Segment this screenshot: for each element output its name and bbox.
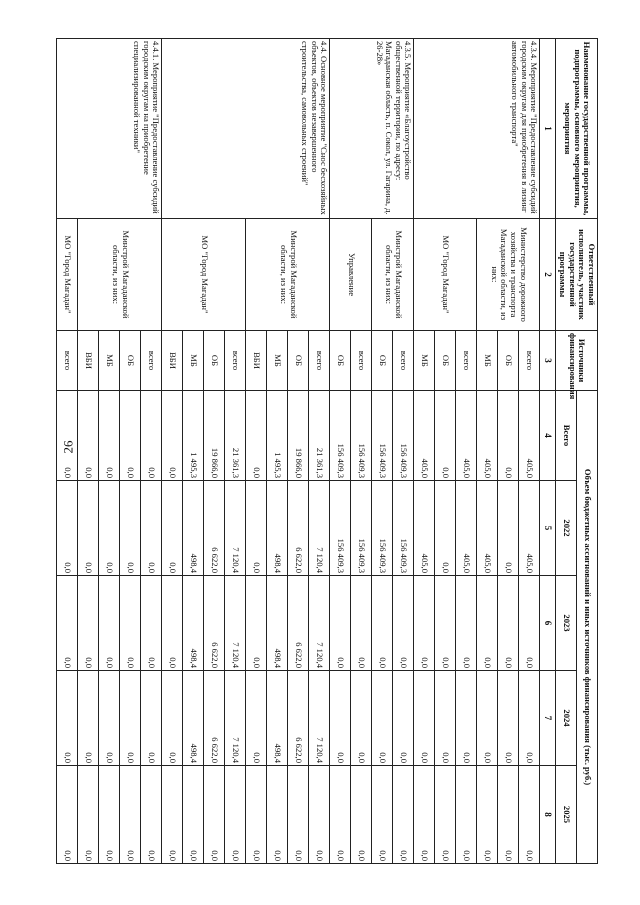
value-year: 0,0 [372, 576, 393, 671]
value-year: 0,0 [99, 576, 120, 671]
value-year: 0,0 [498, 766, 519, 864]
header-year: 2022 [556, 481, 577, 576]
table-row [519, 39, 540, 864]
value-year: 0,0 [120, 766, 141, 864]
value-year: 0,0 [456, 766, 477, 864]
source-cell: ВБИ [162, 331, 183, 391]
value-year: 0,0 [99, 671, 120, 766]
value-year: 0,0 [141, 671, 162, 766]
value-year: 0,0 [162, 576, 183, 671]
value-total: 405,0 [477, 391, 498, 481]
source-cell: ОБ [204, 331, 225, 391]
value-year: 0,0 [477, 576, 498, 671]
value-total: 0,0 [498, 391, 519, 481]
value-year: 498,4 [267, 576, 288, 671]
column-number: 5 [540, 481, 556, 576]
source-cell: всего [519, 331, 540, 391]
source-cell: всего [57, 331, 78, 391]
value-year: 7 120,4 [309, 576, 330, 671]
value-year: 405,0 [456, 481, 477, 576]
executor-cell: Министерство дорожного хозяйства и транспорта Магаданской области, из них: [477, 219, 540, 331]
value-year: 0,0 [57, 481, 78, 576]
source-cell: МБ [267, 331, 288, 391]
value-year: 0,0 [477, 766, 498, 864]
value-year: 156 409,3 [372, 481, 393, 576]
value-year: 7 120,4 [225, 671, 246, 766]
executor-cell: Минстрой Магаданской области, из них: [78, 219, 162, 331]
header-year: 2025 [556, 766, 577, 864]
source-cell: МБ [414, 331, 435, 391]
value-year: 0,0 [498, 671, 519, 766]
value-year: 498,4 [267, 671, 288, 766]
value-year: 6 622,0 [288, 576, 309, 671]
value-year: 0,0 [267, 766, 288, 864]
source-cell: ОБ [288, 331, 309, 391]
value-year: 0,0 [351, 576, 372, 671]
header-source: Источники финансирования [556, 331, 598, 391]
source-cell: ОБ [330, 331, 351, 391]
header-year: 2024 [556, 671, 577, 766]
value-year: 0,0 [456, 671, 477, 766]
value-year: 156 409,3 [330, 481, 351, 576]
header-year: 2023 [556, 576, 577, 671]
source-cell: всего [351, 331, 372, 391]
column-number: 4 [540, 391, 556, 481]
value-total: 405,0 [456, 391, 477, 481]
source-cell: всего [456, 331, 477, 391]
funding-table [57, 38, 599, 864]
value-year: 0,0 [393, 576, 414, 671]
value-year: 0,0 [204, 766, 225, 864]
table-body [57, 39, 540, 864]
column-number: 2 [540, 219, 556, 331]
value-total: 19 866,0 [204, 391, 225, 481]
source-cell: ОБ [498, 331, 519, 391]
value-total: 156 409,3 [330, 391, 351, 481]
value-year: 0,0 [141, 766, 162, 864]
value-total: 21 361,3 [225, 391, 246, 481]
source-cell: всего [225, 331, 246, 391]
value-year: 0,0 [246, 576, 267, 671]
value-year: 6 622,0 [288, 481, 309, 576]
value-year: 0,0 [498, 481, 519, 576]
value-total: 156 409,3 [393, 391, 414, 481]
value-year: 156 409,3 [393, 481, 414, 576]
value-year: 0,0 [120, 576, 141, 671]
value-total: 0,0 [57, 391, 78, 481]
value-year: 7 120,4 [225, 576, 246, 671]
value-year: 0,0 [435, 481, 456, 576]
value-year: 0,0 [330, 671, 351, 766]
source-cell: МБ [99, 331, 120, 391]
value-year: 498,4 [183, 576, 204, 671]
value-year: 0,0 [141, 576, 162, 671]
rotated-table-container [63, 38, 598, 863]
page-number: 26 [60, 440, 76, 454]
source-cell: ВБИ [78, 331, 99, 391]
value-year: 0,0 [78, 481, 99, 576]
executor-cell: МО "Город Магадан" [162, 219, 246, 331]
executor-cell: Минстрой Магаданской области, из них: [246, 219, 330, 331]
value-year: 0,0 [246, 766, 267, 864]
header-name: Наименование государственной программы, подпрограммы, основного мероприятия, мероприятия [556, 39, 598, 219]
value-year: 0,0 [309, 766, 330, 864]
value-total: 0,0 [78, 391, 99, 481]
value-year: 0,0 [351, 671, 372, 766]
measure-name: 4.4. Основное мероприятие "Снос бесхозяйных объектов, объектов незавершенного строительства, самовольных строений" [162, 39, 330, 219]
measure-name: 4.3.4. Мероприятие "Предоставление субсидий городским округам для приобретения в лизинг автомобильного транспорта" [414, 39, 540, 219]
value-total: 21 361,3 [309, 391, 330, 481]
value-year: 0,0 [330, 766, 351, 864]
source-cell: МБ [183, 331, 204, 391]
value-year: 0,0 [435, 576, 456, 671]
value-year: 498,4 [183, 671, 204, 766]
value-year: 0,0 [435, 766, 456, 864]
value-year: 0,0 [288, 766, 309, 864]
value-total: 156 409,3 [372, 391, 393, 481]
value-year: 405,0 [414, 481, 435, 576]
value-year: 0,0 [99, 481, 120, 576]
header-total: Всего [556, 391, 577, 481]
value-year: 0,0 [246, 671, 267, 766]
column-number: 8 [540, 766, 556, 864]
value-year: 0,0 [57, 671, 78, 766]
value-year: 0,0 [456, 576, 477, 671]
source-cell: МБ [477, 331, 498, 391]
executor-cell: Минстрой Магаданской области, из них: [372, 219, 414, 331]
measure-name: 4.4.1. Мероприятие "Предоставление субсидий городским округам на приобретение специализированной техники" [57, 39, 162, 219]
source-cell: ОБ [435, 331, 456, 391]
value-year: 6 622,0 [204, 576, 225, 671]
value-year: 7 120,4 [309, 671, 330, 766]
value-year: 0,0 [225, 766, 246, 864]
value-year: 0,0 [162, 671, 183, 766]
value-total: 0,0 [162, 391, 183, 481]
value-total: 156 409,3 [351, 391, 372, 481]
value-total: 0,0 [120, 391, 141, 481]
value-total: 0,0 [141, 391, 162, 481]
value-year: 7 120,4 [225, 481, 246, 576]
value-year: 0,0 [414, 576, 435, 671]
executor-cell: Управление [330, 219, 372, 331]
value-year: 0,0 [477, 671, 498, 766]
source-cell: всего [309, 331, 330, 391]
header-funding: Объем бюджетных ассигнований и иных источников финансирования (тыс. руб.) [577, 391, 598, 864]
value-year: 0,0 [120, 671, 141, 766]
value-year: 0,0 [393, 766, 414, 864]
table-row [393, 39, 414, 864]
measure-name: 4.3.5. Мероприятие «Благоустройство общественной территории, по адресу: Магаданская область, п. Сокол, ул. Гагарина, д. 26-28» [330, 39, 414, 219]
value-year: 7 120,4 [309, 481, 330, 576]
value-year: 0,0 [57, 766, 78, 864]
value-year: 6 622,0 [204, 671, 225, 766]
value-year: 0,0 [435, 671, 456, 766]
value-year: 498,4 [183, 481, 204, 576]
value-year: 0,0 [78, 576, 99, 671]
table-row [309, 39, 330, 864]
value-total: 0,0 [246, 391, 267, 481]
value-year: 0,0 [372, 671, 393, 766]
source-cell: всего [393, 331, 414, 391]
value-year: 0,0 [78, 766, 99, 864]
value-year: 0,0 [162, 766, 183, 864]
value-year: 0,0 [78, 671, 99, 766]
value-year: 0,0 [393, 671, 414, 766]
value-total: 405,0 [414, 391, 435, 481]
column-number: 6 [540, 576, 556, 671]
source-cell: ВБИ [246, 331, 267, 391]
value-year: 0,0 [141, 481, 162, 576]
column-number: 1 [540, 39, 556, 219]
header-executor: Ответственный исполнитель, участник государственной программы [556, 219, 598, 331]
value-total: 0,0 [99, 391, 120, 481]
value-year: 0,0 [183, 766, 204, 864]
value-year: 0,0 [246, 481, 267, 576]
table-row [141, 39, 162, 864]
value-year: 0,0 [498, 576, 519, 671]
executor-cell: МО "Город Магадан" [414, 219, 477, 331]
value-year: 0,0 [519, 671, 540, 766]
value-total: 1 495,3 [267, 391, 288, 481]
value-year: 405,0 [519, 481, 540, 576]
value-year: 0,0 [519, 766, 540, 864]
value-total: 19 866,0 [288, 391, 309, 481]
source-cell: ОБ [372, 331, 393, 391]
value-year: 0,0 [162, 481, 183, 576]
value-total: 1 495,3 [183, 391, 204, 481]
value-year: 0,0 [57, 576, 78, 671]
source-cell: всего [141, 331, 162, 391]
value-year: 156 409,3 [351, 481, 372, 576]
value-year: 0,0 [351, 766, 372, 864]
executor-cell: МО "Город Магадан" [57, 219, 78, 331]
value-year: 0,0 [372, 766, 393, 864]
value-year: 6 622,0 [288, 671, 309, 766]
column-number: 3 [540, 331, 556, 391]
source-cell: ОБ [120, 331, 141, 391]
value-year: 0,0 [414, 671, 435, 766]
value-total: 405,0 [519, 391, 540, 481]
value-year: 0,0 [414, 766, 435, 864]
value-year: 6 622,0 [204, 481, 225, 576]
value-year: 0,0 [519, 576, 540, 671]
value-year: 0,0 [330, 576, 351, 671]
value-year: 498,4 [267, 481, 288, 576]
column-number: 7 [540, 671, 556, 766]
value-year: 0,0 [120, 481, 141, 576]
value-year: 405,0 [477, 481, 498, 576]
value-total: 0,0 [435, 391, 456, 481]
value-year: 0,0 [99, 766, 120, 864]
